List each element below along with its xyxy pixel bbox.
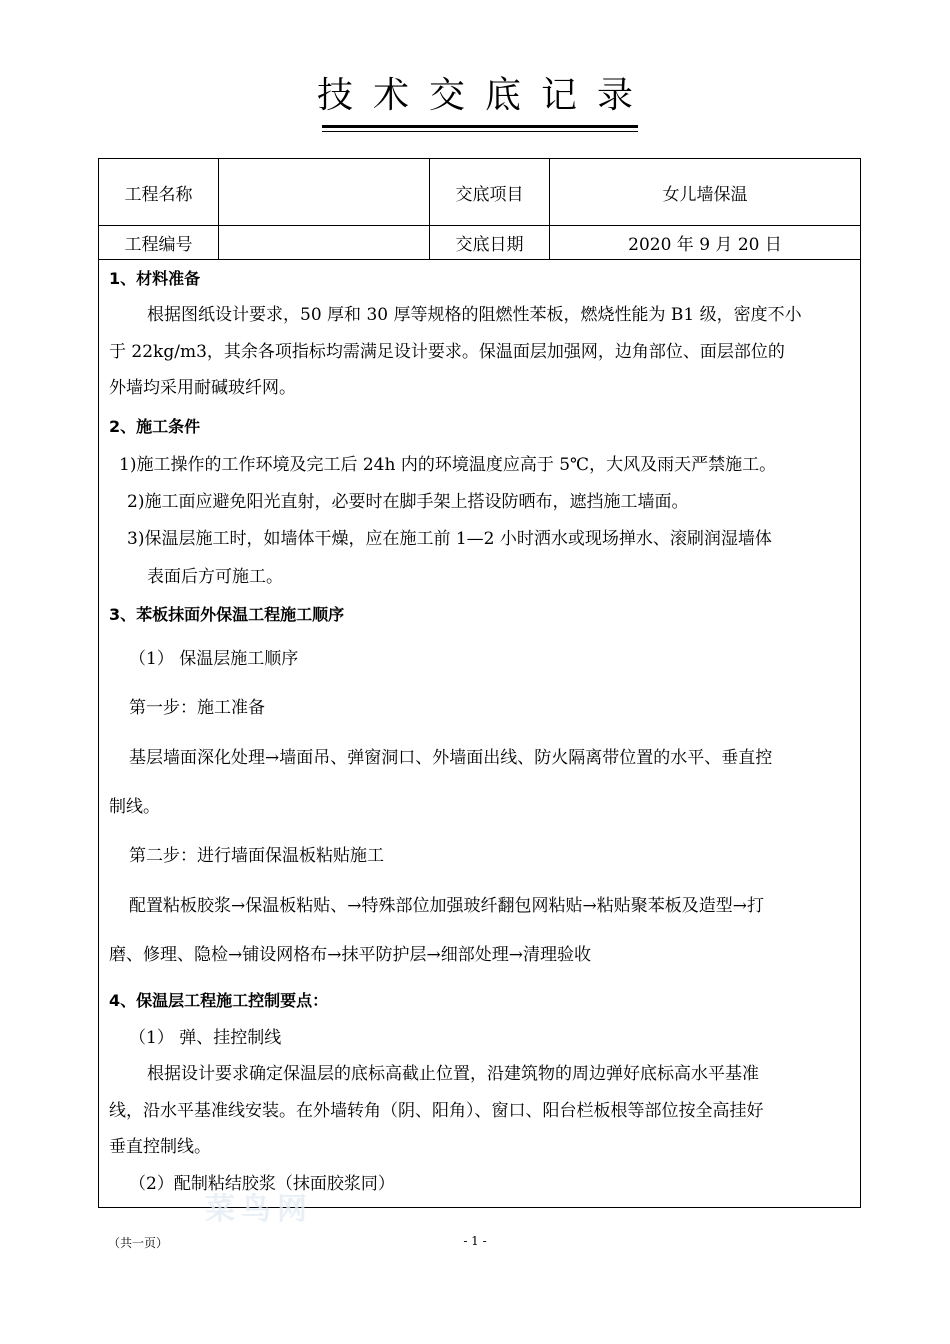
project-name-label: 工程名称 [99, 159, 219, 225]
item-value: 女儿墙保温 [662, 184, 748, 205]
step-heading: 第二步：进行墙面保温板粘贴施工 [129, 846, 384, 866]
paragraph-line: 垂直控制线。 [109, 1137, 211, 1157]
section-heading-sequence: 3、苯板抹面外保温工程施工顺序 [109, 605, 345, 624]
title-underline-thin [322, 131, 638, 132]
section-heading-conditions: 2、施工条件 [109, 417, 201, 436]
subsection-heading: （2）配制粘结胶浆（抹面胶浆同） [129, 1174, 395, 1194]
subsection-heading: （1） 弹、挂控制线 [129, 1028, 282, 1048]
project-name-value [219, 159, 430, 225]
disclosure-content [99, 259, 860, 1207]
date-value: 2020 年 9 月 20 日 [628, 234, 782, 255]
step-heading: 第一步：施工准备 [129, 698, 265, 718]
project-no-value [219, 225, 430, 259]
list-item-continuation: 表面后方可施工。 [147, 567, 283, 587]
section-heading-materials: 1、材料准备 [109, 269, 201, 288]
paragraph-line: 外墙均采用耐碱玻纤网。 [109, 378, 296, 398]
step-text: 磨、修理、隐检→铺设网格布→抹平防护层→细部处理→清理验收 [109, 945, 591, 965]
paragraph-line: 根据图纸设计要求，50 厚和 30 厚等规格的阻燃性苯板，燃烧性能为 B1 级，密度不小 [147, 305, 802, 325]
document-title: 技术交底记录 [316, 75, 653, 116]
step-text: 基层墙面深化处理→墙面吊、弹窗洞口、外墙面出线、防火隔离带位置的水平、垂直控 [129, 748, 773, 768]
subsection-heading: （1） 保温层施工顺序 [129, 649, 299, 669]
date-label: 交底日期 [430, 225, 550, 259]
step-text: 制线。 [109, 797, 160, 817]
table-row-project [99, 159, 860, 226]
paragraph-line: 于 22kg/m3，其余各项指标均需满足设计要求。保温面层加强网，边角部位、面层部位的 [109, 342, 785, 362]
paragraph-line: 根据设计要求确定保温层的底标高截止位置，沿建筑物的周边弹好底标高水平基准 [147, 1064, 759, 1084]
item-label: 交底项目 [430, 159, 550, 225]
paragraph-line: 线，沿水平基准线安装。在外墙转角（阴、阳角）、窗口、阳台栏板根等部位按全高挂好 [109, 1101, 764, 1121]
step-text: 配置粘板胶浆→保温板粘贴、→特殊部位加强玻纤翻包网粘贴→粘贴聚苯板及造型→打 [129, 896, 764, 916]
watermark: 菜鸟网 [205, 1192, 313, 1227]
project-no-label: 工程编号 [99, 225, 219, 259]
disclosure-table [98, 158, 861, 1208]
title-underline-thick [322, 125, 638, 128]
page-count: （共一页） [108, 1236, 169, 1250]
list-item: 3)保温层施工时，如墙体干燥，应在施工前 1—2 小时洒水或现场掸水、滚刷润湿墙体 [127, 529, 772, 549]
table-row-number-date [99, 225, 860, 260]
list-item: 2)施工面应避免阳光直射，必要时在脚手架上搭设防晒布，遮挡施工墙面。 [127, 492, 689, 512]
page-number: - 1 - [463, 1234, 487, 1248]
list-item: 1)施工操作的工作环境及完工后 24h 内的环境温度应高于 5℃，大风及雨天严禁施工。 [119, 455, 777, 475]
section-heading-control-points: 4、保温层工程施工控制要点： [109, 991, 329, 1010]
